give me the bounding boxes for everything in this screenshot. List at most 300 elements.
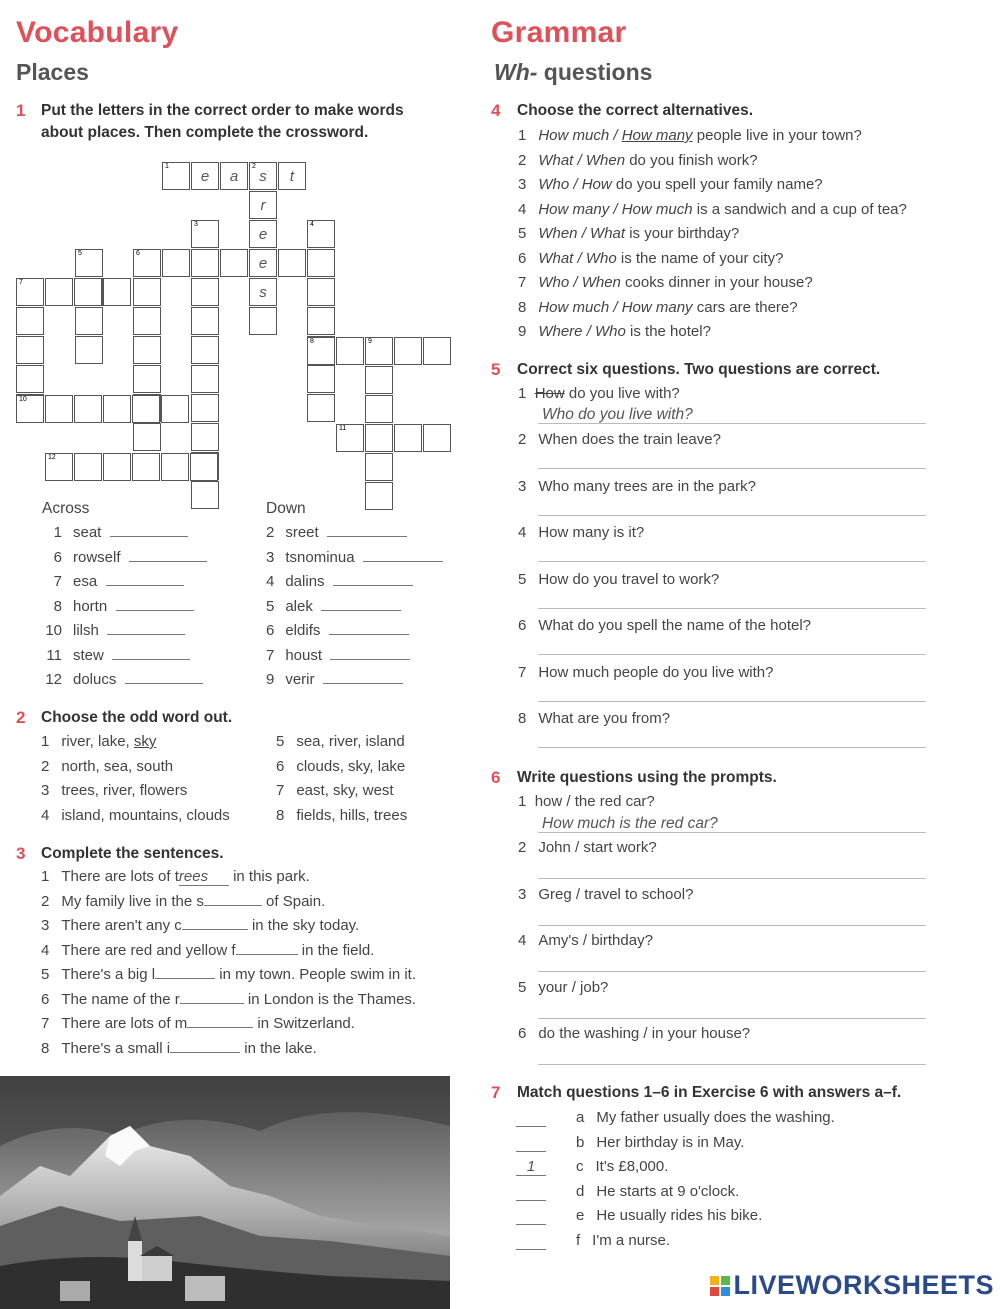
question-item — [518, 431, 721, 448]
question-text: How many is it? — [538, 524, 645, 541]
crossword-cell[interactable] — [191, 336, 219, 364]
crossword-cell[interactable] — [16, 307, 44, 335]
scrambled-word: houst — [285, 646, 323, 664]
option-letter: d — [576, 1182, 585, 1200]
answer-line[interactable] — [538, 1063, 926, 1065]
prompt-item — [518, 839, 657, 856]
crossword-letter: a — [229, 168, 239, 185]
list-item — [276, 758, 405, 775]
item-number: 7 — [518, 274, 527, 291]
answer-line[interactable] — [538, 514, 926, 516]
answer-line[interactable] — [538, 746, 926, 748]
sentence-item — [41, 868, 310, 886]
answer-blank[interactable]: rees — [179, 868, 229, 886]
answer-blank[interactable] — [116, 609, 194, 611]
crossword-cell[interactable] — [162, 249, 190, 277]
scrambled-word: alek — [285, 597, 313, 615]
alternatives[interactable]: Who / How — [538, 176, 612, 193]
crossword-cell[interactable] — [365, 337, 393, 365]
crossword-cell[interactable] — [191, 307, 219, 335]
crossword-cell[interactable] — [191, 394, 219, 422]
vocabulary-subtitle: Places — [16, 59, 89, 85]
exercise-number: 6 — [491, 768, 501, 787]
crossword-cell[interactable] — [133, 423, 161, 451]
crossword-cell[interactable] — [394, 424, 422, 452]
crossword-cell[interactable] — [249, 249, 277, 277]
scrambled-word: seat — [73, 524, 102, 541]
answer-blank[interactable] — [327, 535, 407, 537]
exercise-number: 5 — [491, 360, 501, 379]
answer-blank[interactable] — [125, 682, 203, 684]
match-answer-blank[interactable] — [516, 1134, 546, 1152]
item-number: 4 — [41, 806, 50, 824]
exercise-number: 7 — [491, 1083, 501, 1102]
question-item — [518, 225, 739, 242]
crossword-cell[interactable] — [103, 278, 131, 306]
crossword-cell[interactable] — [191, 481, 219, 509]
crossword-cell[interactable] — [161, 453, 189, 481]
item-text: clouds, sky, lake — [296, 757, 406, 775]
item-text: sea, river, island — [296, 733, 405, 750]
answer-line[interactable] — [538, 653, 926, 655]
scrambled-word: hortn — [73, 597, 108, 615]
crossword-cell[interactable] — [191, 365, 219, 393]
answer-option — [576, 1232, 670, 1249]
clue-number: 5 — [266, 597, 275, 615]
question-rest: is the name of your city? — [616, 249, 784, 267]
question-item — [518, 664, 773, 681]
clue-number: 9 — [368, 338, 372, 345]
item-number: 3 — [518, 477, 527, 495]
answer-option — [576, 1207, 762, 1224]
crossword-cell[interactable] — [191, 423, 219, 451]
exercise-number: 1 — [16, 101, 26, 120]
sentence-end: in Switzerland. — [253, 1015, 355, 1032]
grammar-title: Grammar — [491, 16, 627, 49]
list-item — [276, 782, 394, 799]
answer-blank[interactable] — [180, 1002, 244, 1004]
answer-blank[interactable] — [333, 584, 413, 586]
scrambled-word: dalins — [285, 573, 325, 590]
question-item — [518, 478, 756, 495]
item-number: 2 — [41, 892, 50, 910]
alternatives[interactable]: When / What — [538, 225, 626, 242]
clue-number: 7 — [19, 279, 23, 286]
crossword-cell[interactable] — [133, 365, 161, 393]
crossword-letter: s — [259, 168, 267, 185]
crossword-cell[interactable] — [45, 395, 73, 423]
alternatives[interactable]: How much / — [538, 127, 622, 144]
item-number: 8 — [518, 710, 527, 727]
logo-icon — [710, 1272, 730, 1292]
crossword-cell[interactable] — [249, 220, 277, 248]
match-answer-blank[interactable] — [516, 1207, 546, 1225]
list-item — [41, 758, 173, 775]
question-item — [518, 201, 907, 218]
scrambled-word: dolucs — [73, 671, 117, 688]
answer-example: How much is the red car? — [542, 815, 718, 832]
question-rest: people live in your town? — [692, 127, 862, 144]
crossword-cell[interactable] — [74, 395, 102, 423]
alternatives[interactable]: What / When — [538, 151, 626, 169]
question-item — [518, 152, 758, 169]
answer-blank[interactable] — [129, 560, 207, 562]
option-text: I'm a nurse. — [592, 1231, 671, 1249]
clue-number: 12 — [48, 454, 56, 461]
clue-number: 10 — [19, 396, 27, 403]
crossword-cell[interactable] — [45, 278, 73, 306]
crossword-cell[interactable] — [249, 307, 277, 335]
answer-line[interactable] — [538, 970, 926, 972]
alternatives[interactable]: How much / How many — [538, 298, 693, 316]
crossword-cell[interactable] — [16, 278, 44, 306]
option-text: It's £8,000. — [595, 1158, 669, 1175]
crossword-cell[interactable] — [307, 365, 335, 393]
sentence-start: There's a small i — [61, 1039, 171, 1057]
crossword-letter: e — [258, 255, 268, 272]
exercise-instruction: Put the letters in the correct order to make words — [41, 102, 404, 119]
clue-number: 3 — [194, 221, 198, 228]
sentence-start: There are lots of t — [61, 868, 179, 885]
crossword-cell[interactable] — [103, 395, 131, 423]
crossword-cell[interactable] — [220, 162, 248, 190]
crossword-cell[interactable] — [249, 191, 277, 219]
alternatives[interactable]: Where / Who — [538, 323, 626, 340]
clue-number: 6 — [136, 250, 140, 257]
item-number: 5 — [518, 978, 527, 996]
option-letter: f — [576, 1231, 581, 1249]
crossword-cell[interactable] — [75, 336, 103, 364]
item-number: 4 — [518, 524, 527, 541]
item-text: fields, hills, trees — [296, 806, 408, 824]
answer-blank[interactable] — [106, 584, 184, 586]
sentence-end: in London is the Thames. — [243, 990, 417, 1008]
item-number: 5 — [518, 570, 527, 588]
answer-blank[interactable] — [321, 609, 401, 611]
question-text: How much people do you live with? — [538, 663, 774, 681]
question-text: What are you from? — [538, 710, 671, 727]
item-number: 1 — [41, 868, 50, 885]
item-text: east, sky, west — [296, 782, 394, 799]
option-letter: a — [576, 1109, 585, 1126]
crossword-cell[interactable] — [307, 337, 335, 365]
prompt-text: John / start work? — [538, 839, 657, 856]
answer-line[interactable] — [538, 877, 926, 879]
answer-blank[interactable] — [110, 535, 188, 537]
clue-number: 9 — [266, 671, 275, 688]
sentence-start: There's a big l — [61, 966, 156, 983]
scrambled-word: tsnominua — [285, 548, 355, 566]
clue-number: 7 — [266, 646, 275, 664]
question-text: Who many trees are in the park? — [538, 477, 756, 495]
crossword-cell[interactable] — [365, 482, 393, 510]
crossword-cell[interactable] — [365, 395, 393, 423]
answer-blank[interactable] — [170, 1051, 240, 1053]
item-number: 6 — [518, 617, 527, 634]
sentence-end: in this park. — [228, 868, 310, 885]
prompt-item — [518, 932, 653, 949]
crossword-letter: r — [260, 197, 266, 214]
selected-alternative[interactable]: How many — [621, 127, 693, 144]
match-answer-blank[interactable]: 1 — [516, 1158, 546, 1176]
answer-option — [576, 1134, 744, 1151]
crossword-cell[interactable] — [191, 162, 219, 190]
item-number: 7 — [41, 1015, 50, 1032]
crossword-cell[interactable] — [307, 278, 335, 306]
clue-item — [42, 622, 185, 639]
crossword-cell[interactable] — [74, 453, 102, 481]
item-number: 6 — [518, 249, 527, 267]
mountain-lake-photo — [0, 1076, 450, 1309]
crossword-cell[interactable] — [249, 278, 277, 306]
clue-item — [42, 647, 190, 664]
alternatives[interactable]: Who / When — [538, 274, 621, 291]
answer-blank[interactable] — [187, 1026, 253, 1028]
sentence-start: There aren't any c — [61, 917, 182, 934]
crossword-cell[interactable] — [365, 453, 393, 481]
crossword-cell[interactable] — [307, 394, 335, 422]
clue-number: 11 — [339, 425, 347, 432]
answer-blank[interactable] — [236, 953, 298, 955]
exercise-instruction: Write questions using the prompts. — [517, 769, 777, 786]
crossword-cell[interactable] — [191, 278, 219, 306]
option-text: He starts at 9 o'clock. — [596, 1182, 740, 1200]
sentence-start: There are lots of m — [61, 1015, 188, 1032]
exercise-number: 4 — [491, 101, 501, 120]
option-text: My father usually does the washing. — [596, 1109, 835, 1126]
crossword-letter: e — [258, 226, 268, 243]
clue-number: 12 — [45, 671, 62, 688]
scrambled-word: eldifs — [285, 622, 321, 639]
item-number: 8 — [518, 298, 527, 316]
answer-line[interactable] — [538, 422, 926, 424]
crossword-cell[interactable] — [75, 307, 103, 335]
question-1: 1 How do you live with? — [518, 385, 680, 402]
question-rest: is your birthday? — [625, 225, 740, 242]
sentence-end: in the sky today. — [247, 917, 360, 934]
question-item — [518, 274, 813, 291]
item-number: 8 — [41, 1039, 50, 1057]
match-answer-blank[interactable] — [516, 1109, 546, 1127]
crossword-cell[interactable] — [278, 162, 306, 190]
answer-line[interactable] — [538, 924, 926, 926]
sentence-start: The name of the r — [61, 990, 180, 1008]
across-heading: Across — [42, 500, 90, 517]
question-item — [518, 299, 798, 316]
scrambled-word: sreet — [285, 524, 319, 541]
clue-number: 7 — [53, 573, 62, 590]
sentence-item — [41, 942, 374, 959]
crossword-cell[interactable] — [336, 424, 364, 452]
question-item — [518, 571, 719, 588]
clue-number: 10 — [45, 622, 62, 639]
question-item — [518, 127, 862, 144]
crossword-cell[interactable] — [249, 162, 277, 190]
answer-example: Who do you live with? — [542, 406, 693, 423]
item-number: 5 — [276, 733, 285, 750]
question-text: When does the train leave? — [538, 431, 721, 448]
grammar-subtitle: Wh- questions — [494, 59, 653, 85]
item-text: river, lake, — [61, 733, 134, 750]
answer-blank[interactable] — [182, 928, 248, 930]
exercise-instruction: about places. Then complete the crossword. — [41, 124, 369, 141]
crossword-cell[interactable] — [365, 366, 393, 394]
question-item — [518, 323, 711, 340]
list-item — [41, 782, 187, 799]
answer-line[interactable] — [538, 700, 926, 702]
answer-line[interactable] — [538, 467, 926, 469]
item-text: north, sea, south — [61, 757, 174, 775]
item-number: 2 — [518, 431, 527, 448]
question-text: What do you spell the name of the hotel? — [538, 617, 812, 634]
crossword-cell[interactable] — [220, 249, 248, 277]
exercise-instruction: Choose the odd word out. — [41, 709, 233, 726]
item-number: 1 — [518, 127, 527, 144]
clue-number: 2 — [252, 163, 256, 170]
answer-blank[interactable] — [107, 633, 185, 635]
answer-blank[interactable] — [329, 633, 409, 635]
crossword-cell[interactable] — [74, 278, 102, 306]
exercise-number: 3 — [16, 844, 26, 863]
sentence-start: There are red and yellow f — [61, 941, 236, 959]
item-text: island, mountains, clouds — [61, 806, 230, 824]
sentence-end: in the field. — [297, 941, 375, 959]
clue-number: 3 — [266, 548, 275, 566]
answer-blank[interactable] — [363, 560, 443, 562]
question-rest: do you spell your family name? — [611, 176, 823, 193]
clue-number: 4 — [266, 573, 275, 590]
clue-item — [42, 598, 194, 615]
crossword-cell[interactable] — [132, 395, 160, 423]
prompt-item — [518, 1025, 750, 1042]
match-answer-blank[interactable] — [516, 1183, 546, 1201]
crossword-cell[interactable] — [133, 278, 161, 306]
crossword-cell[interactable] — [16, 336, 44, 364]
alternatives[interactable]: How many / How much — [538, 200, 693, 218]
option-text: Her birthday is in May. — [596, 1133, 745, 1151]
crossword-cell[interactable] — [133, 249, 161, 277]
prompt-text: Greg / travel to school? — [538, 885, 694, 903]
crossword-cell[interactable] — [190, 453, 218, 481]
question-item — [518, 710, 670, 727]
clue-item — [42, 671, 203, 688]
crossword-letter: t — [289, 168, 295, 185]
item-number: 2 — [518, 151, 527, 169]
match-answer-blank[interactable] — [516, 1232, 546, 1250]
crossword-grid[interactable] — [0, 0, 470, 490]
clue-number: 6 — [266, 622, 275, 639]
alternatives[interactable]: What / Who — [538, 249, 617, 267]
clue-item — [266, 671, 403, 688]
sentence-end: in the lake. — [240, 1039, 317, 1057]
answer-line[interactable] — [538, 1017, 926, 1019]
crossword-letter: e — [200, 168, 210, 185]
crossword-cell[interactable] — [307, 307, 335, 335]
crossword-cell[interactable] — [307, 249, 335, 277]
crossword-cell[interactable] — [191, 220, 219, 248]
crossword-cell[interactable] — [133, 336, 161, 364]
scrambled-word: esa — [73, 573, 98, 590]
crossword-cell[interactable] — [132, 453, 160, 481]
crossword-cell[interactable] — [423, 424, 451, 452]
crossword-cell[interactable] — [191, 249, 219, 277]
answer-blank[interactable] — [204, 904, 262, 906]
item-number: 1 — [41, 733, 50, 750]
scrambled-word: stew — [73, 646, 104, 664]
option-letter: b — [576, 1133, 585, 1151]
item-number: 7 — [518, 663, 527, 681]
crossword-cell[interactable] — [133, 307, 161, 335]
crossword-cell[interactable] — [161, 395, 189, 423]
clue-number: 1 — [165, 163, 169, 170]
crossword-cell[interactable] — [278, 249, 306, 277]
liveworksheets-logo: LIVEWORKSHEETS — [710, 1270, 994, 1301]
scrambled-word: verir — [285, 671, 315, 688]
clue-item — [266, 524, 407, 541]
sentence-item — [41, 1015, 355, 1032]
crossword-cell[interactable] — [103, 453, 131, 481]
item-number: 2 — [41, 757, 50, 775]
item-number: 8 — [276, 806, 285, 824]
item-text: trees, river, flowers — [61, 782, 188, 799]
clue-number: 1 — [53, 524, 62, 541]
crossword-cell[interactable] — [16, 395, 44, 423]
clue-item — [42, 549, 207, 566]
vocabulary-title: Vocabulary — [16, 16, 179, 49]
crossword-cell[interactable] — [423, 337, 451, 365]
crossword-cell[interactable] — [16, 365, 44, 393]
option-letter: e — [576, 1207, 585, 1224]
answer-blank[interactable] — [155, 977, 215, 979]
question-item — [518, 176, 823, 193]
clue-item — [42, 524, 188, 541]
sentence-end: of Spain. — [261, 892, 326, 910]
crossword-cell[interactable] — [75, 249, 103, 277]
answer-blank[interactable] — [323, 682, 403, 684]
crossword-cell[interactable] — [162, 162, 190, 190]
crossword-cell[interactable] — [45, 453, 73, 481]
question-rest: cooks dinner in your house? — [620, 274, 813, 291]
crossword-cell[interactable] — [394, 337, 422, 365]
item-number: 9 — [518, 323, 527, 340]
crossword-cell[interactable] — [365, 424, 393, 452]
answer-option — [576, 1158, 668, 1175]
answer-blank[interactable] — [330, 658, 410, 660]
sentence-item — [41, 893, 325, 910]
answer-line[interactable] — [538, 560, 926, 562]
answer-option — [576, 1109, 835, 1126]
answer-blank[interactable] — [112, 658, 190, 660]
sentence-item — [41, 991, 416, 1008]
list-item — [276, 807, 407, 824]
question-rest: do you finish work? — [625, 151, 758, 169]
list-item — [41, 807, 230, 824]
crossword-cell[interactable] — [307, 220, 335, 248]
option-letter: c — [576, 1158, 584, 1175]
clue-number: 5 — [78, 250, 82, 257]
question-item — [518, 617, 811, 634]
selected-word[interactable]: sky — [133, 733, 157, 750]
answer-line[interactable] — [538, 831, 926, 833]
crossword-cell[interactable] — [336, 337, 364, 365]
item-number: 7 — [276, 782, 285, 799]
answer-line[interactable] — [538, 607, 926, 609]
clue-item — [266, 573, 413, 590]
clue-number: 11 — [46, 646, 62, 664]
clue-number: 6 — [53, 548, 62, 566]
scrambled-word: rowself — [73, 548, 121, 566]
item-number: 3 — [41, 782, 50, 799]
